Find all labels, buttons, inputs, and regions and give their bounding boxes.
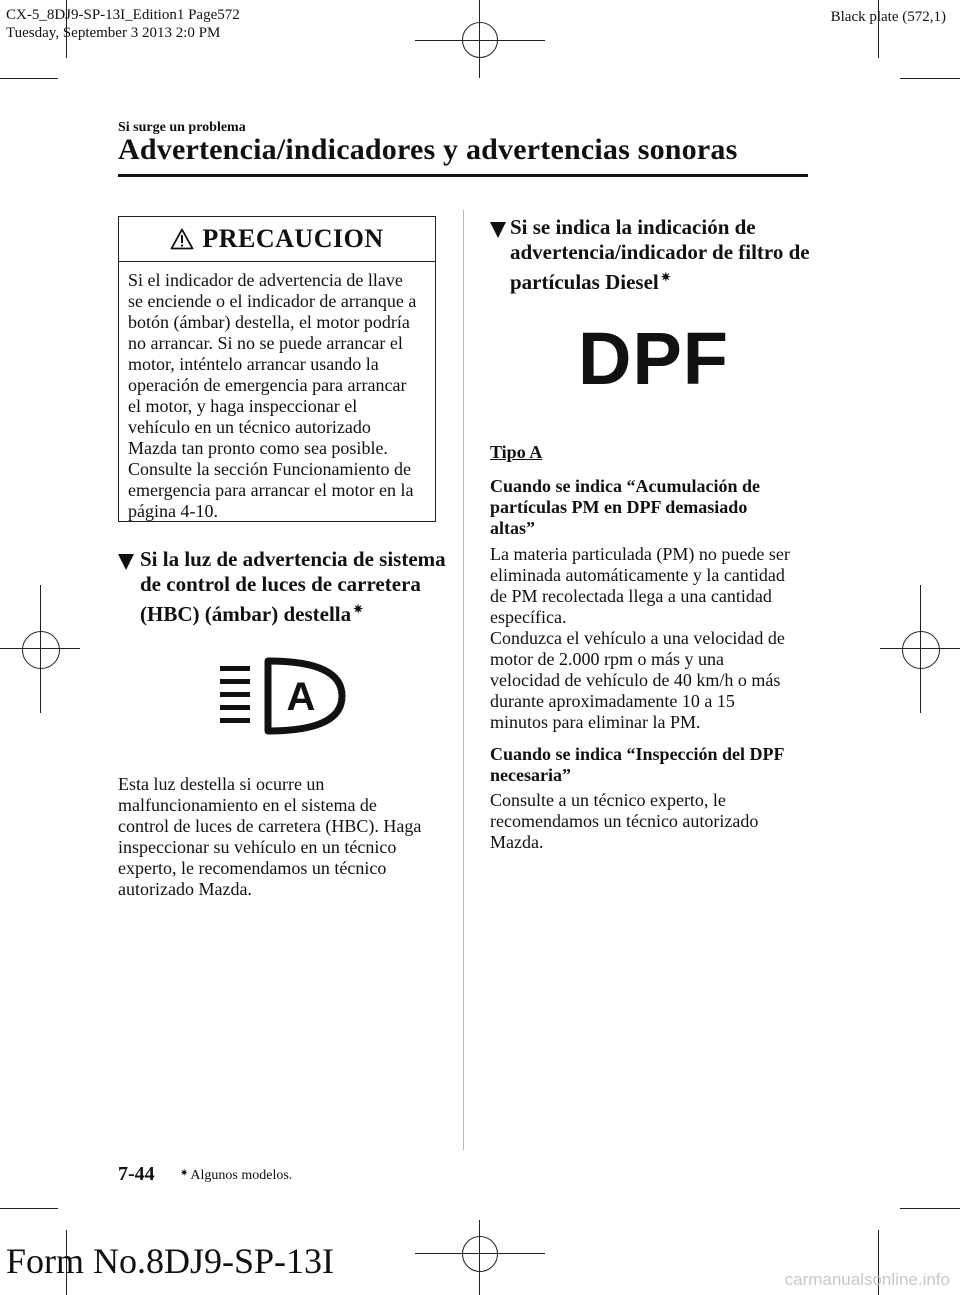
caution-line: botón (ámbar) destella, el motor podría: [128, 312, 410, 332]
tipo-label: Tipo A: [490, 442, 543, 462]
dpf-heading-line-text: partículas Diesel: [510, 270, 659, 294]
caution-box: [118, 216, 436, 522]
page-title: Advertencia/indicadores y advertencias sonoras: [118, 133, 738, 166]
dpf-subheading-line: Cuando se indica “Inspección del DPF: [490, 744, 785, 764]
dpf-para-line: durante aproximadamente 10 a 15: [490, 691, 735, 711]
hbc-body-line: experto, le recomendamos un técnico: [118, 858, 387, 878]
section-triangle-icon: [490, 222, 506, 238]
warning-triangle-icon: [170, 228, 194, 250]
caution-line: página 4-10.: [128, 501, 218, 521]
caution-line: Consulte la sección Funcionamiento de: [128, 459, 411, 479]
dpf-para-line: velocidad de vehículo de 40 km/h o más: [490, 670, 781, 690]
dpf-paragraph-2: [490, 790, 758, 853]
section-triangle-icon: [118, 554, 134, 570]
dpf-heading: [510, 215, 810, 295]
header-rule: [118, 174, 808, 177]
dpf-para-line: Consulte a un técnico experto, le: [490, 790, 726, 810]
footnote: [178, 1168, 292, 1184]
hbc-body-line: Esta luz destella si ocurre un: [118, 774, 325, 794]
caution-line: operación de emergencia para arrancar: [128, 375, 407, 395]
dpf-para-line: de PM recolectada llega a una cantidad: [490, 586, 772, 606]
caution-line: emergencia para arrancar el motor en la: [128, 480, 414, 500]
hbc-body-line: autorizado Mazda.: [118, 879, 252, 899]
caution-line: el motor, y haga inspeccionar el: [128, 396, 358, 416]
form-number: Form No.8DJ9-SP-13I: [6, 1241, 335, 1281]
dpf-indicator-icon: DPF: [578, 317, 729, 400]
page-number: 7-44: [118, 1163, 155, 1185]
hbc-heading: [140, 547, 446, 627]
dpf-paragraph-1: [490, 544, 790, 733]
footnote-text: Algunos modelos.: [190, 1168, 293, 1183]
dpf-para-line: Mazda.: [490, 832, 544, 852]
dpf-heading-line: Si se indica la indicación de: [510, 215, 756, 239]
hbc-body-line: control de luces de carretera (HBC). Haga: [118, 816, 422, 836]
asterisk-icon: ✷: [180, 1168, 189, 1179]
section-label: Si surge un problema: [118, 120, 246, 135]
plate-label: Black plate (572,1): [830, 9, 946, 25]
caution-line: no arrancar. Si no se puede arrancar el: [128, 333, 403, 353]
caution-title: PRECAUCION: [202, 224, 384, 253]
caution-line: se enciende o el indicador de arranque a: [128, 291, 417, 311]
print-meta-line1: CX-5_8DJ9-SP-13I_Edition1 Page572: [6, 7, 240, 23]
high-beam-letter: A: [286, 675, 316, 719]
asterisk-icon: ✷: [660, 270, 671, 284]
caution-header: [119, 217, 435, 262]
caution-line: motor, inténtelo arrancar usando la: [128, 354, 379, 374]
dpf-subheading-line: partículas PM en DPF demasiado: [490, 497, 748, 517]
hbc-heading-line-text: (HBC) (ámbar) destella: [140, 602, 352, 626]
hbc-heading-line: Si la luz de advertencia de sistema: [140, 547, 446, 571]
print-meta-line2: Tuesday, September 3 2013 2:0 PM: [6, 25, 221, 41]
dpf-para-line: La materia particulada (PM) no puede ser: [490, 544, 790, 564]
hbc-body-line: malfuncionamiento en el sistema de: [118, 795, 377, 815]
dpf-para-line: específica.: [490, 607, 567, 627]
hbc-body: [118, 774, 421, 900]
dpf-para-line: minutos para eliminar la PM.: [490, 712, 701, 732]
hbc-heading-line: [140, 597, 446, 627]
dpf-para-line: eliminada automáticamente y la cantidad: [490, 565, 785, 585]
dpf-heading-line: [510, 265, 810, 295]
dpf-heading-line: advertencia/indicador de filtro de: [510, 240, 810, 264]
auto-high-beam-icon: [218, 655, 348, 737]
caution-body: [119, 262, 435, 522]
dpf-subheading-1: [490, 476, 760, 539]
caution-line: vehículo en un técnico autorizado: [128, 417, 371, 437]
hbc-heading-line: de control de luces de carretera: [140, 572, 421, 596]
dpf-para-line: motor de 2.000 rpm o más y una: [490, 649, 724, 669]
asterisk-icon: ✷: [353, 602, 364, 616]
dpf-subheading-line: Cuando se indica “Acumulación de: [490, 476, 761, 496]
hbc-body-line: inspeccionar su vehículo en un técnico: [118, 837, 397, 857]
caution-line: Si el indicador de advertencia de llave: [128, 270, 403, 290]
caution-line: Mazda tan pronto como sea posible.: [128, 438, 388, 458]
print-meta: [6, 6, 240, 42]
dpf-subheading-line: necesaria”: [490, 765, 571, 785]
dpf-para-line: Conduzca el vehículo a una velocidad de: [490, 628, 785, 648]
watermark: carmanualsonline.info: [784, 1270, 950, 1289]
dpf-subheading-line: altas”: [490, 518, 535, 538]
dpf-para-line: recomendamos un técnico autorizado: [490, 811, 759, 831]
dpf-subheading-2: [490, 744, 785, 786]
